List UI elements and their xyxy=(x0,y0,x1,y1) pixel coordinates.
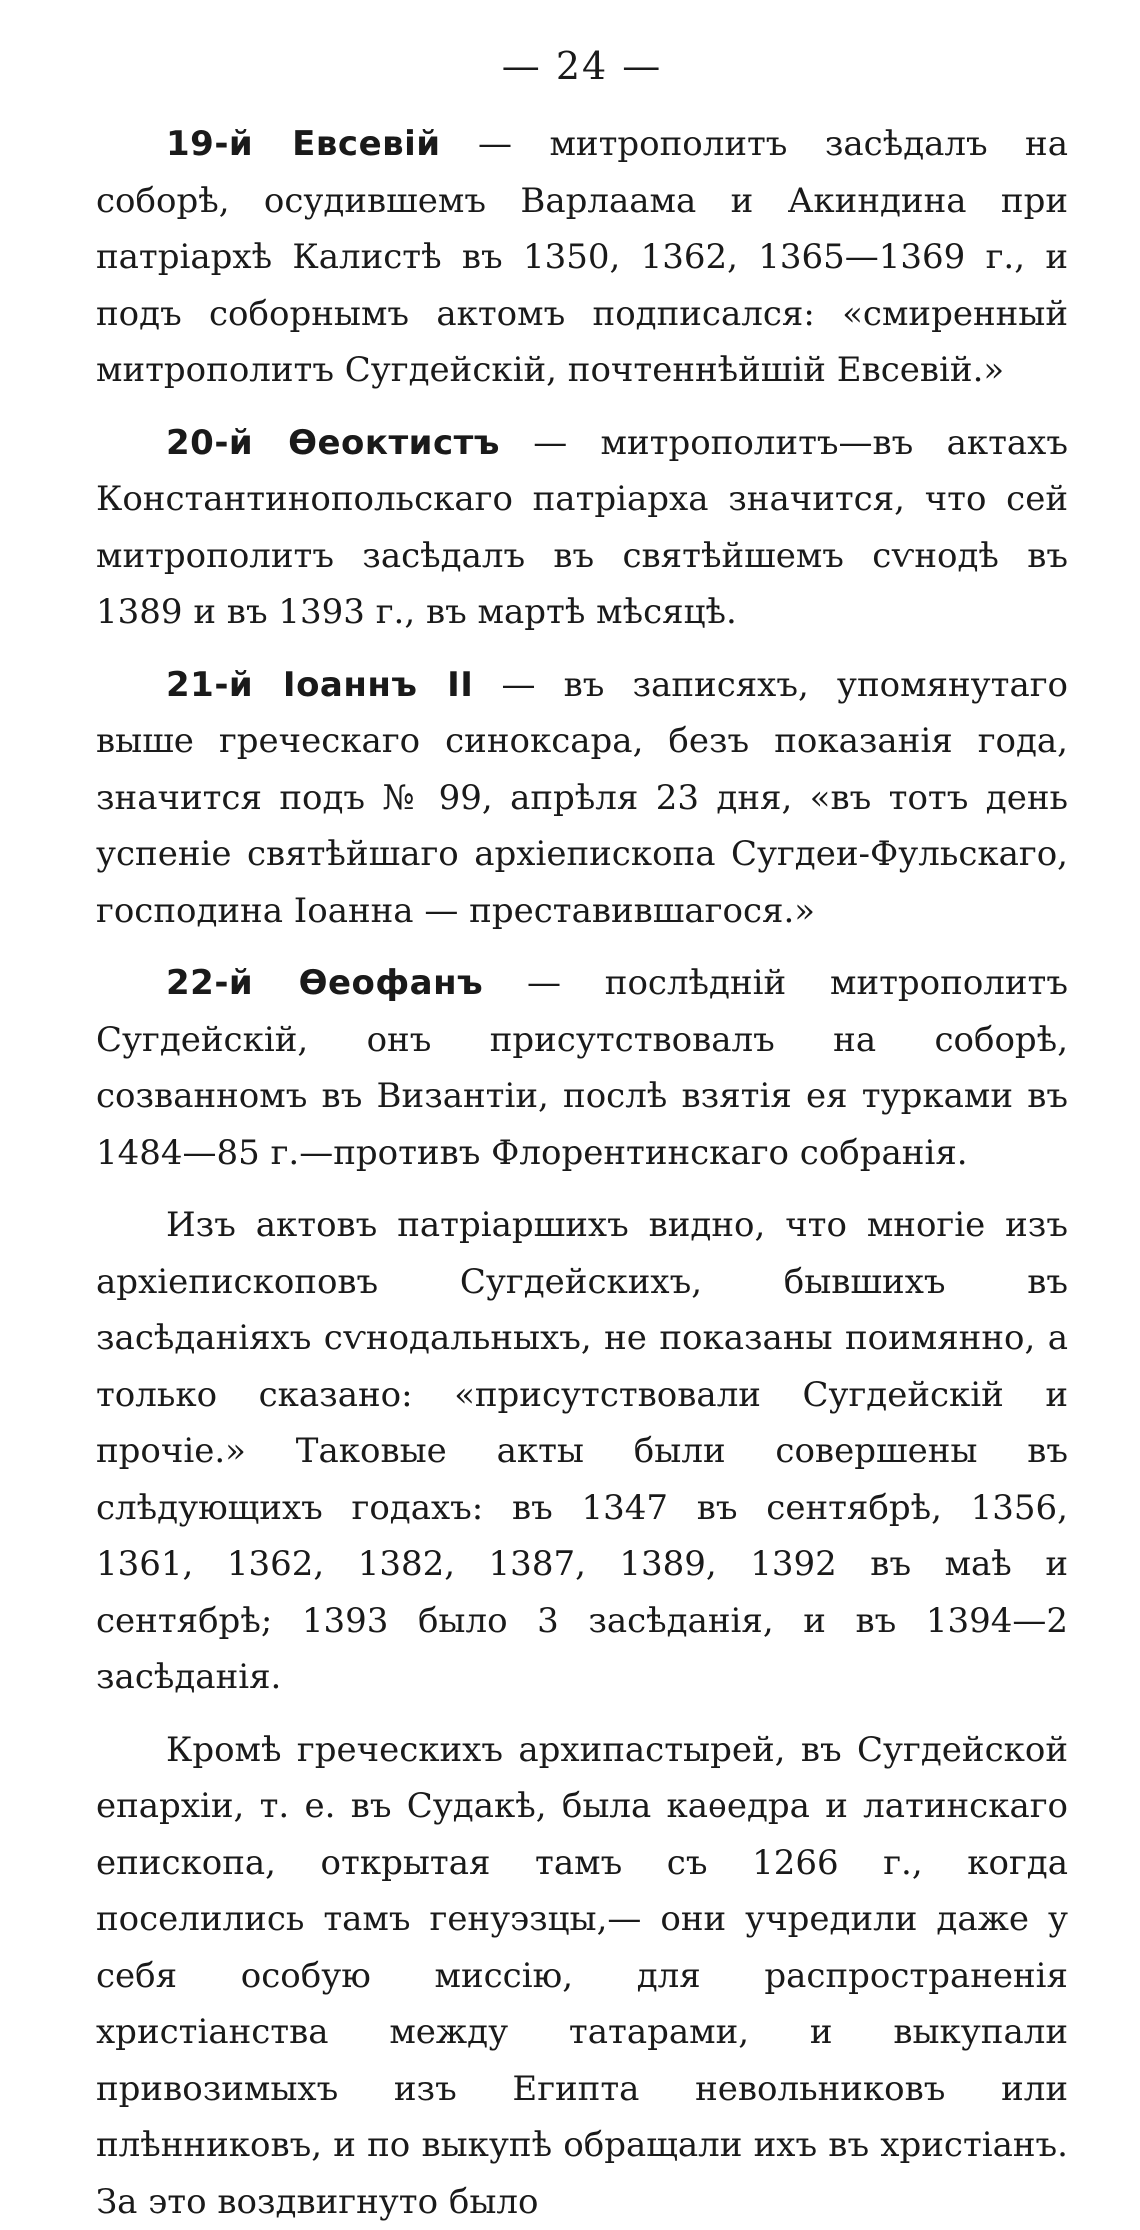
entry-heading: 22-й Өеофанъ xyxy=(166,963,483,1003)
entry-heading: 19-й Евсевій xyxy=(166,124,441,164)
paragraph-latin-bishop: Кромѣ греческихъ архипастырей, въ Сугдейской епархіи, т. е. въ Судакѣ, была каѳедра и латинскаго епископа, открытая тамъ съ 1266 г., когда поселились тамъ генуэзцы,— они учредили даже у себя особую миссію, для распространенія христіанства между татарами, и выкупали привозимыхъ изъ Египта невольниковъ или плѣнниковъ, и по выкупѣ обращали ихъ въ христіанъ. За это воздвигнуто было xyxy=(96,1722,1068,2230)
page xyxy=(96,40,1068,2230)
entry-heading: 21-й Іоаннъ II xyxy=(166,665,473,705)
entry-feofan xyxy=(96,955,1068,1181)
paragraph-synod-acts: Изъ актовъ патріаршихъ видно, что многіе изъ архіепископовъ Сугдейскихъ, бывшихъ въ засѣданіяхъ сѵнодальныхъ, не показаны поимянно, а только сказано: «присутствовали Сугдейскій и прочіе.» Таковые акты были совершены въ слѣдующихъ годахъ: въ 1347 въ сентябрѣ, 1356, 1361, 1362, 1382, 1387, 1389, 1392 въ маѣ и сентябрѣ; 1393 было 3 засѣданія, и въ 1394—2 засѣданія. xyxy=(96,1197,1068,1706)
page-number: — 24 — xyxy=(96,40,1068,92)
entry-ioann xyxy=(96,657,1068,940)
entry-heading: 20-й Өеоктистъ xyxy=(166,423,500,463)
entry-text: — въ записяхъ, упомянутаго выше греческаго синоксара, безъ показанія года, значится подъ № 99, апрѣля 23 дня, «въ тотъ день успеніе святѣйшаго архіепископа Сугдеи-Фульскаго, господина Іоанна — преставившагося.» xyxy=(96,665,1068,931)
entry-text: — послѣдній митрополитъ Сугдейскій, онъ присутствовалъ на соборѣ, созванномъ въ Византіи, послѣ взятія ея турками въ 1484—85 г.—противъ Флорентинскаго собранія. xyxy=(96,963,1068,1173)
entry-feoktist xyxy=(96,415,1068,641)
entry-text: — митрополитъ—въ актахъ Константинопольскаго патріарха значится, что сей митрополитъ засѣдалъ въ святѣйшемъ сѵнодѣ въ 1389 и въ 1393 г., въ мартѣ мѣсяцѣ. xyxy=(96,423,1068,633)
entry-evsevii xyxy=(96,116,1068,399)
entry-text: — митрополитъ засѣдалъ на соборѣ, осудившемъ Варлаама и Акиндина при патріархѣ Калистѣ въ 1350, 1362, 1365—1369 г., и подъ соборнымъ актомъ подписался: «смиренный митрополитъ Сугдейскій, почтеннѣйшій Евсевій.» xyxy=(96,124,1068,390)
